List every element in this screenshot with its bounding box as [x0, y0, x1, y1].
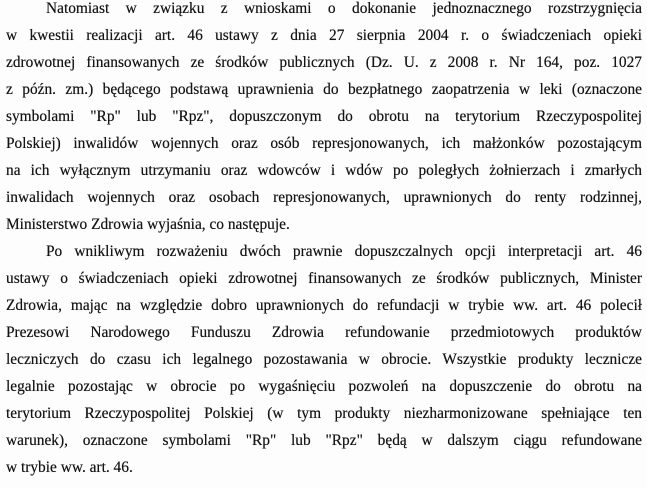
paragraph-2-line-8: warunek), oznaczone symbolami "Rp" lub "Rpz" będą w dalszym ciągu refundowane — [6, 432, 642, 449]
paragraph-1-line-4: z późn. zm.) będącego podstawą uprawnienia do bezpłatnego zaopatrzenia w leki (oznaczone — [6, 81, 642, 98]
paragraph-2-line-1: Po wnikliwym rozważeniu dwóch prawnie dopuszczalnych opcji interpretacji art. 46 — [46, 243, 642, 260]
paragraph-1-line-2: w kwestii realizacji art. 46 ustawy z dnia 27 sierpnia 2004 r. o świadczeniach opieki — [6, 27, 642, 44]
paragraph-2-line-6: legalnie pozostając w obrocie po wygaśnięciu pozwoleń na dopuszczenie do obrotu na — [6, 378, 642, 395]
paragraph-1-line-7: na ich wyłącznym utrzymaniu oraz wdowców i wdów po poległych żołnierzach i zmarłych — [6, 162, 642, 179]
paragraph-2-line-5: leczniczych do czasu ich legalnego pozostawania w obrocie. Wszystkie produkty lecznicze — [6, 351, 642, 368]
paragraph-2-line-2: ustawy o świadczeniach opieki zdrowotnej finansowanych ze środków publicznych, Minister — [6, 270, 642, 287]
paragraph-2-line-7: terytorium Rzeczypospolitej Polskiej (w tym produkty niezharmonizowane spełniające ten — [6, 405, 642, 422]
paragraph-1-line-5: symbolami "Rp" lub "Rpz", dopuszczonym do obrotu na terytorium Rzeczypospolitej — [6, 108, 642, 125]
paragraph-2-line-4: Prezesowi Narodowego Funduszu Zdrowia refundowanie przedmiotowych produktów — [6, 324, 642, 341]
paragraph-2-line-3: Zdrowia, mając na względzie dobro uprawnionych do refundacji w trybie ww. art. 46 polecił — [6, 297, 642, 314]
paragraph-1-line-1: Natomiast w związku z wnioskami o dokonanie jednoznacznego rozstrzygnięcia — [46, 0, 642, 17]
paragraph-1-line-9: Ministerstwo Zdrowia wyjaśnia, co następuje. — [6, 216, 290, 233]
paragraph-1-line-3: zdrowotnej finansowanych ze środków publicznych (Dz. U. z 2008 r. Nr 164, poz. 1027 — [6, 54, 642, 71]
paragraph-1-line-6: Polskiej) inwalidów wojennych oraz osób represjonowanych, ich małżonków pozostającym — [6, 135, 642, 152]
paragraph-1-line-8: inwalidach wojennych oraz osobach represjonowanych, uprawnionych do renty rodzinnej, — [6, 189, 642, 206]
paragraph-2-line-9: w trybie ww. art. 46. — [6, 459, 133, 476]
